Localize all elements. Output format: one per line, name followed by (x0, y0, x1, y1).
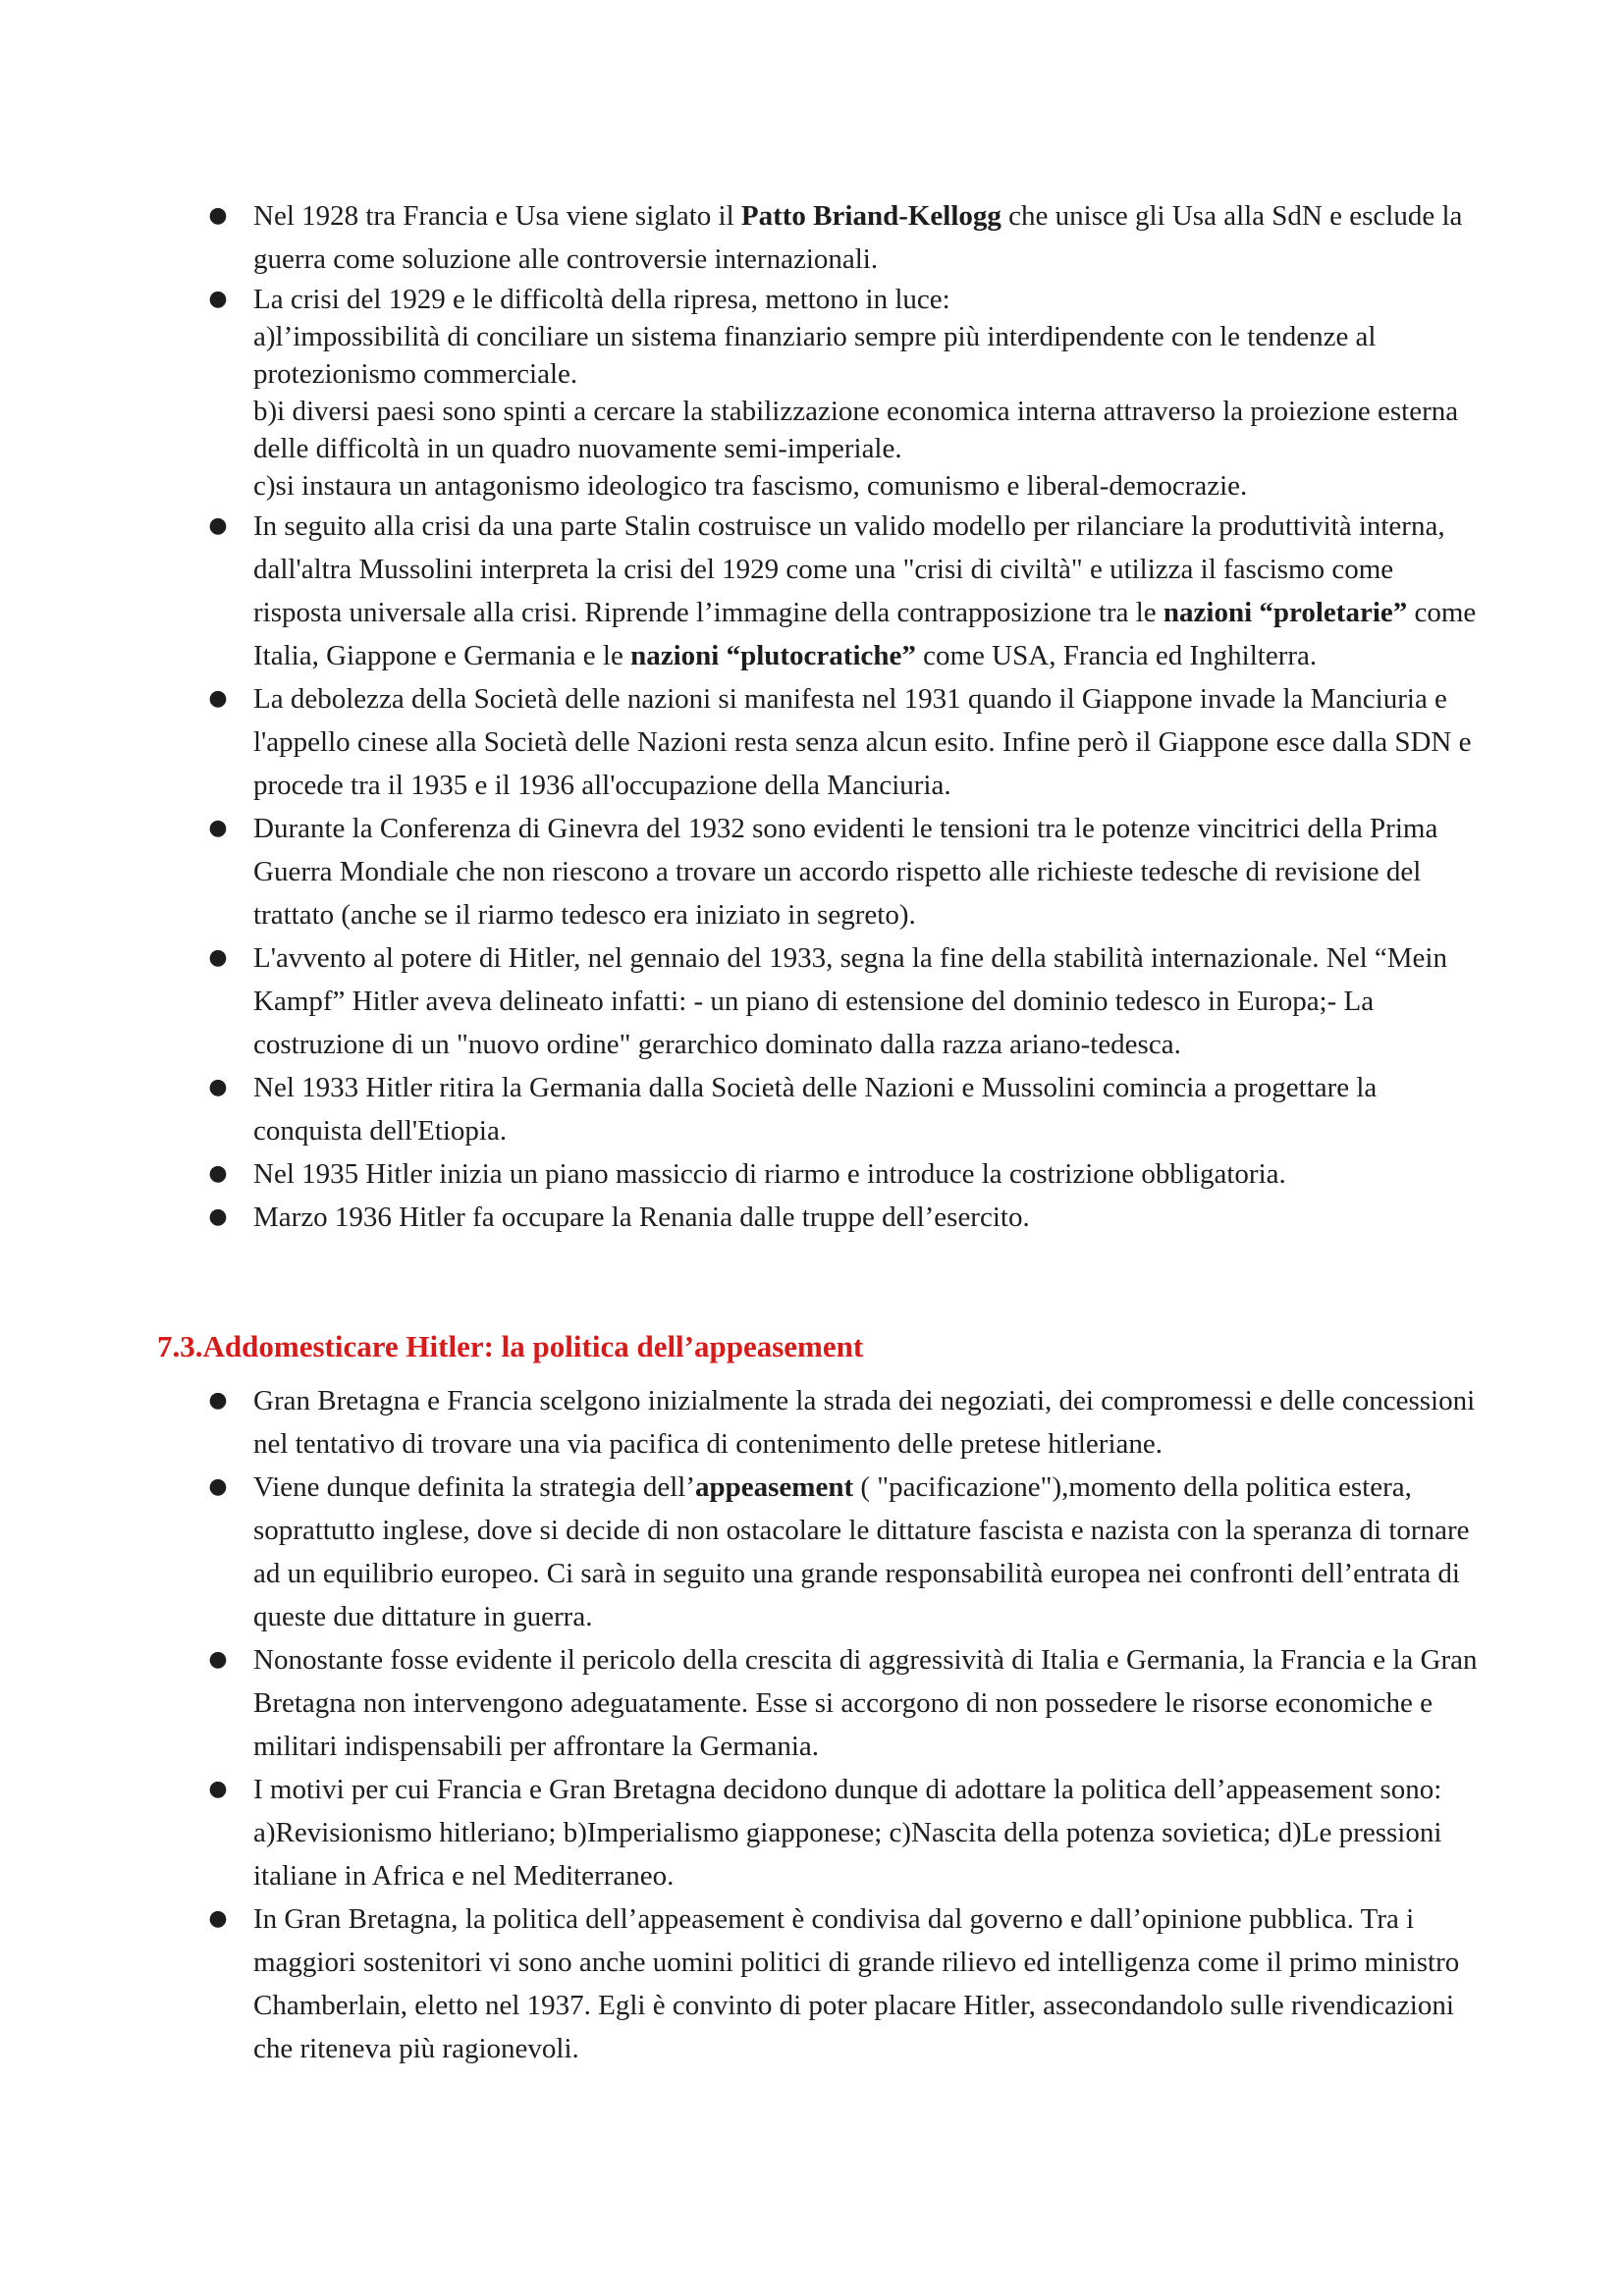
bullet-icon: ● (208, 203, 228, 228)
bullet-icon: ● (208, 686, 228, 711)
bold-term: nazioni “proletarie” (1163, 597, 1408, 628)
list-item (206, 1379, 1483, 1466)
bullet-icon: ● (208, 287, 228, 311)
text-run: Nonostante fosse evidente il pericolo della crescita di aggressività di Italia e Germania, la Francia e la Gran Bretagna non intervengono adeguatamente. Esse si accorgono di non possedere le risorse economiche e militari indispensabili per affrontare la Germania. (253, 1644, 1478, 1762)
list-item (206, 1897, 1483, 2070)
list-item (206, 1466, 1483, 1638)
text-run: ( "pacificazione"),momento della politica estera, soprattutto inglese, dove si decide di non ostacolare le dittature fascista e nazista con la speranza di tornare ad un equilibrio europeo. Ci sarà in seguito una grande responsabilità europea nei confronti dell’entrata di queste due dittature in guerra. (253, 1471, 1470, 1632)
text-run: Nel 1928 tra Francia e Usa viene siglato il (253, 200, 741, 232)
bullet-icon: ● (208, 1647, 228, 1672)
list-item (206, 807, 1483, 936)
text-run: I motivi per cui Francia e Gran Bretagna decidono dunque di adottare la politica dell’appeasement sono: a)Revisionismo hitleriano; b)Imperialismo giapponese; c)Nascita della potenza sovietica; d)Le pressioni italiane in Africa e nel Mediterraneo. (253, 1774, 1442, 1892)
text-run: Nel 1935 Hitler inizia un piano massiccio di riarmo e introduce la costrizione obbligatoria. (253, 1158, 1286, 1190)
text-run: come Italia, Giappone e Germania e le (253, 597, 1477, 671)
list-item (206, 1066, 1483, 1152)
list-item (206, 677, 1483, 807)
list-item (206, 1638, 1483, 1768)
text-run: In seguito alla crisi da una parte Stalin costruisce un valido modello per rilanciare la produttività interna, dall'altra Mussolini interpreta la crisi del 1929 come una "crisi di civiltà" e utilizza il fascismo come risposta universale alla crisi. Riprende l’immagine della contrapposizione tra le (253, 510, 1445, 628)
list-item (206, 281, 1483, 505)
text-run: Marzo 1936 Hitler fa occupare la Renania dalle truppe dell’esercito. (253, 1201, 1030, 1233)
list-item (206, 505, 1483, 677)
list-item (206, 1196, 1483, 1239)
bold-term: appeasement (695, 1471, 854, 1503)
bullet-icon: ● (208, 1204, 228, 1229)
bullet-icon: ● (208, 1161, 228, 1186)
bullet-icon: ● (208, 1906, 228, 1931)
text-run: b)i diversi paesi sono spinti a cercare la stabilizzazione economica interna attraverso la proiezione esterna delle difficoltà in un quadro nuovamente semi-imperiale. (253, 396, 1459, 464)
text-run: che unisce gli Usa alla SdN e esclude la guerra come soluzione alle controversie internazionali. (253, 200, 1463, 275)
text-run: In Gran Bretagna, la politica dell’appeasement è condivisa dal governo e dall’opinione pubblica. Tra i maggiori sostenitori vi sono anche uomini politici di grande rilievo ed intelligenza come il primo ministro Chamberlain, eletto nel 1937. Egli è convinto di poter placare Hitler, assecondandolo sulle rivendicazioni che riteneva più ragionevoli. (253, 1903, 1460, 2064)
text-run: L'avvento al potere di Hitler, nel gennaio del 1933, segna la fine della stabilità internazionale. Nel “Mein Kampf” Hitler aveva delineato infatti: - un piano di estensione del dominio tedesco in Europa;- La costruzione di un "nuovo ordine" gerarchico dominato dalla razza ariano-tedesca. (253, 942, 1447, 1060)
text-run: a)l’impossibilità di conciliare un sistema finanziario sempre più interdipendente con le tendenze al protezionismo commerciale. (253, 321, 1377, 390)
bullet-icon: ● (208, 816, 228, 840)
text-run: La crisi del 1929 e le difficoltà della ripresa, mettono in luce: (253, 284, 950, 315)
list-item (206, 194, 1483, 281)
text-run: Gran Bretagna e Francia scelgono inizialmente la strada dei negoziati, dei compromessi e delle concessioni nel tentativo di trovare una via pacifica di contenimento delle pretese hitleriane. (253, 1385, 1476, 1460)
bold-term: Patto Briand-Kellogg (740, 200, 1001, 232)
text-run: La debolezza della Società delle nazioni si manifesta nel 1931 quando il Giappone invade la Manciuria e l'appello cinese alla Società delle Nazioni resta senza alcun esito. Infine però il Giappone esce dalla SDN e procede tra il 1935 e il 1936 all'occupazione della Manciuria. (253, 683, 1472, 801)
list-item (206, 936, 1483, 1066)
text-run: Durante la Conferenza di Ginevra del 1932 sono evidenti le tensioni tra le potenze vincitrici della Prima Guerra Mondiale che non riescono a trovare un accordo rispetto alle richieste tedesche di revisione del trattato (anche se il riarmo tedesco era iniziato in segreto). (253, 813, 1438, 931)
bullet-icon: ● (208, 1388, 228, 1413)
list-item (206, 1768, 1483, 1897)
list-item (206, 1152, 1483, 1196)
text-run: come USA, Francia ed Inghilterra. (915, 640, 1318, 671)
section-heading: 7.3.Addomesticare Hitler: la politica dell’appeasement (157, 1329, 864, 1363)
bullet-icon: ● (208, 513, 228, 538)
text-run: c)si instaura un antagonismo ideologico tra fascismo, comunismo e liberal-democrazie. (253, 470, 1248, 502)
bullet-list-appeasement (206, 1379, 1483, 2070)
text-run: Nel 1933 Hitler ritira la Germania dalla Società delle Nazioni e Mussolini comincia a progettare la conquista dell'Etiopia. (253, 1072, 1378, 1147)
bullet-icon: ● (208, 1075, 228, 1099)
bullet-icon: ● (208, 1474, 228, 1499)
bold-term: nazioni “plutocratiche” (630, 640, 916, 671)
bullet-icon: ● (208, 1777, 228, 1801)
bullet-list-context (206, 194, 1483, 1239)
text-run: Viene dunque definita la strategia dell’ (253, 1471, 695, 1503)
bullet-icon: ● (208, 945, 228, 970)
